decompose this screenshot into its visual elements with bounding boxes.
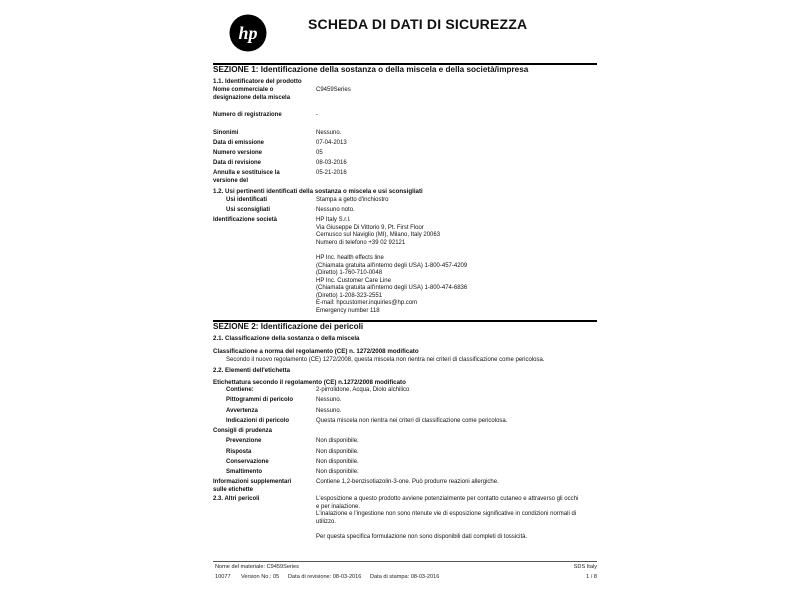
value-signal-word: Nessuno. bbox=[316, 408, 342, 414]
value-disposal: Non disponibile. bbox=[316, 469, 359, 475]
section-2-heading: SEZIONE 2: Identificazione dei pericoli bbox=[213, 322, 364, 331]
value-hazard-statements: Questa miscela non rientra nei criteri di classificazione come pericolosa. bbox=[316, 418, 508, 424]
footer-revision-date: Data di revisione: 08-03-2016 bbox=[288, 574, 362, 580]
section-1-heading: SEZIONE 1: Identificazione della sostanza o della miscela e della società/impresa bbox=[213, 65, 529, 74]
labelling-heading: Etichettatura secondo il regolamento (CE) n.1272/2008 modificato bbox=[213, 379, 406, 386]
contact-line: HP Inc. Customer Care Line bbox=[316, 277, 391, 284]
label-contains: Contiene: bbox=[226, 387, 254, 393]
other-hazards-line: utilizzo. bbox=[316, 518, 337, 525]
label-hazard-pictograms: Pittogrammi di pericolo bbox=[226, 397, 294, 403]
label-other-hazards: 2.3. Altri pericoli bbox=[213, 496, 260, 502]
value-storage: Non disponibile. bbox=[316, 459, 359, 465]
contact-line: (Diretto) 1-208-323-2551 bbox=[316, 292, 383, 299]
subsection-1-1: 1.1. Identificatore del prodotto bbox=[213, 78, 302, 85]
subsection-1-2: 1.2. Usi pertinenti identificati della sostanza o miscela e usi sconsigliati bbox=[213, 188, 423, 195]
document-title: SCHEDA DI DATI DI SICUREZZA bbox=[308, 16, 528, 32]
label-signal-word: Avvertenza bbox=[226, 408, 258, 414]
label-issue-date: Data di emissione bbox=[213, 140, 265, 146]
footer-page-number: 1 / 8 bbox=[586, 574, 597, 580]
footer-code: 10077 bbox=[215, 574, 231, 580]
contact-line: HP Inc. health effects line bbox=[316, 255, 384, 261]
value-uses-advised-against: Nessuno noto. bbox=[316, 207, 355, 213]
company-line: Cernusco sul Naviglio (MI), Milano, Italy 20063 bbox=[316, 232, 441, 238]
subsection-2-1: 2.1. Classificazione della sostanza o della miscela bbox=[213, 335, 360, 342]
other-hazards-line: L'inalazione e l'ingestione non sono ritenute vie di esposizione significative in condizioni normali di bbox=[316, 511, 577, 517]
value-synonyms: Nessuno. bbox=[316, 130, 342, 136]
other-hazards-line: L'esposizione a questo prodotto avviene potenzialmente per contatto cutaneo e attraverso gli occhi bbox=[316, 496, 579, 502]
value-supersedes: 05-21-2016 bbox=[316, 170, 347, 176]
label-disposal: Smaltimento bbox=[226, 469, 263, 475]
label-uses-advised-against: Usi sconsigliati bbox=[226, 207, 271, 213]
label-synonyms: Sinonimi bbox=[213, 130, 239, 136]
contact-line: (Chiamata gratuita all'interno degli USA) 1-800-457-4209 bbox=[316, 262, 468, 269]
other-hazards-text bbox=[316, 496, 578, 526]
value-hazard-pictograms: Nessuno. bbox=[316, 397, 342, 403]
company-line: HP Italy S.r.l. bbox=[316, 217, 351, 223]
value-identified-uses: Stampa a getto d'inchiostro bbox=[316, 197, 389, 203]
contact-line: Emergency number 118 bbox=[316, 307, 380, 314]
label-storage: Conservazione bbox=[226, 459, 269, 465]
contact-line: (Chiamata gratuita all'interno degli USA) 1-800-474-6836 bbox=[316, 285, 468, 291]
label-trade-name: Nome commerciale o designazione della miscela bbox=[213, 87, 291, 101]
value-trade-name: C9459Series bbox=[316, 87, 351, 93]
label-supersedes: Annulla e sostituisce la versione del bbox=[213, 170, 280, 184]
value-response: Non disponibile. bbox=[316, 449, 359, 455]
value-prevention: Non disponibile. bbox=[316, 438, 359, 444]
label-response: Risposta bbox=[226, 449, 252, 455]
label-registration-number: Numero di registrazione bbox=[213, 112, 282, 118]
precautionary-statements-heading: Consigli di prudenza bbox=[213, 428, 273, 434]
label-prevention: Prevenzione bbox=[226, 438, 262, 444]
company-line: Numero di telefono +39 02 92121 bbox=[316, 239, 406, 246]
hp-logo-text: hp bbox=[238, 23, 258, 43]
value-revision-date: 08-03-2016 bbox=[316, 160, 347, 166]
toxicity-note: Per questa specifica formulazione non sono disponibili dati completi di tossicità. bbox=[316, 534, 528, 540]
value-version-number: 05 bbox=[316, 150, 323, 156]
label-hazard-statements: Indicazioni di pericolo bbox=[226, 418, 290, 424]
company-contacts bbox=[316, 255, 467, 315]
classification-heading: Classificazione a norma del regolamento (CE) n. 1272/2008 modificato bbox=[213, 348, 419, 355]
label-company-identification: Identificazione società bbox=[213, 217, 278, 223]
footer-material-name: Nome del materiale: C9459Series bbox=[215, 564, 299, 570]
other-hazards-line: e per inalazione. bbox=[316, 503, 361, 510]
label-supplemental-info: Informazioni supplementari sulle etichette bbox=[213, 479, 292, 493]
company-address bbox=[316, 217, 440, 247]
label-version-number: Numero versione bbox=[213, 150, 263, 156]
label-revision-date: Data di revisione bbox=[213, 160, 262, 166]
contact-line: (Diretto) 1-760-710-0048 bbox=[316, 270, 383, 276]
footer-sds-label: SDS Italy bbox=[573, 564, 597, 570]
contact-line: E-mail: hpcustomer.inquiries@hp.com bbox=[316, 300, 418, 306]
footer-print-date: Data di stampa: 08-03-2016 bbox=[370, 574, 440, 580]
footer-rule bbox=[213, 561, 597, 562]
value-issue-date: 07-04-2013 bbox=[316, 140, 347, 146]
footer-version: Version No.: 05 bbox=[241, 574, 280, 580]
hp-logo bbox=[229, 14, 267, 52]
value-supplemental-info: Contiene 1,2-benzisotiazolin-3-one. Può produrre reazioni allergiche. bbox=[316, 479, 499, 485]
value-contains: 2-pirrolidone, Acqua, Diolo alchilico bbox=[316, 387, 410, 393]
label-identified-uses: Usi identificati bbox=[226, 197, 268, 203]
value-registration-number: - bbox=[316, 112, 318, 118]
company-line: Via Giuseppe Di Vittorio 9, Pt. First Floor bbox=[316, 224, 424, 231]
subsection-2-2: 2.2. Elementi dell'etichetta bbox=[213, 367, 291, 374]
classification-text: Secondo il nuovo regolamento (CE) 1272/2008, questa miscela non rientra nei criteri di classificazione come pericolosa. bbox=[226, 357, 545, 363]
